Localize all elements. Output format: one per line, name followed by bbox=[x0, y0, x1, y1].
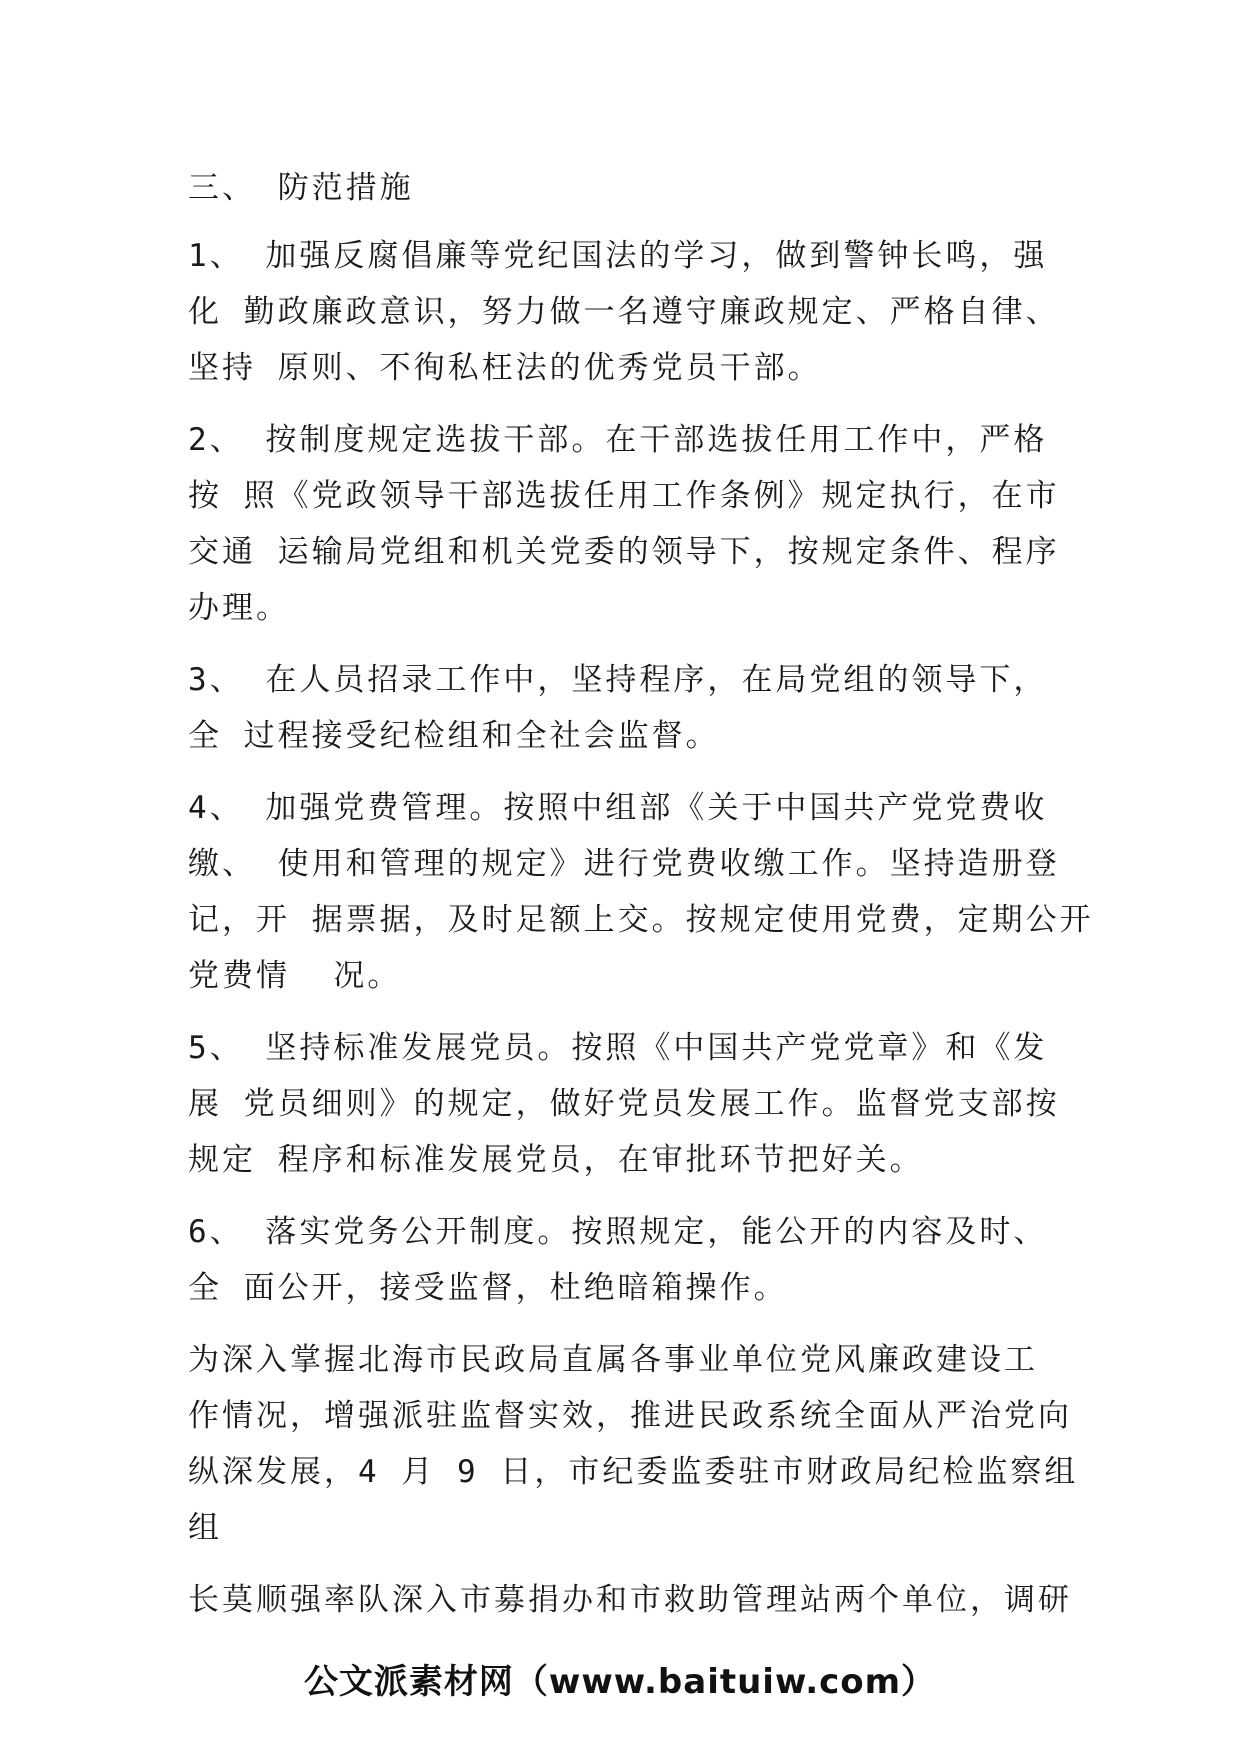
paragraph-line: 长莫顺强率队深入市募捐办和市救助管理站两个单位，调研 bbox=[188, 1582, 1072, 1618]
page-footer: 公文派素材网（www.baituiw.com） bbox=[303, 1662, 937, 1702]
paragraph-line: 为深入掌握北海市民政局直属各事业单位党风廉政建设工 bbox=[188, 1342, 1038, 1378]
section-heading bbox=[188, 160, 1068, 216]
heading-text: 三、 防范措施 bbox=[188, 170, 414, 206]
paragraph-line: 1、 加强反腐倡廉等党纪国法的学习，做到警钟长鸣，强 bbox=[188, 238, 1048, 274]
paragraph-line: 展 党员细则》的规定，做好党员发展工作。监督党支部按 bbox=[188, 1086, 1060, 1122]
paragraph-line: 作情况，增强派驻监督实效，推进民政系统全面从严治党向 bbox=[188, 1398, 1072, 1434]
paragraph-3 bbox=[188, 652, 1068, 764]
paragraph-6 bbox=[188, 1204, 1068, 1316]
paragraph-line: 化 勤政廉政意识，努力做一名遵守廉政规定、严格自律、 bbox=[188, 294, 1060, 330]
paragraph-line: 全 过程接受纪检组和全社会监督。 bbox=[188, 718, 720, 754]
paragraph-line: 规定 程序和标准发展党员，在审批环节把好关。 bbox=[188, 1142, 924, 1178]
paragraph-line: 组 bbox=[188, 1510, 222, 1546]
paragraph-line: 坚持 原则、不徇私枉法的优秀党员干部。 bbox=[188, 350, 822, 386]
paragraph-1 bbox=[188, 228, 1068, 396]
paragraph-line: 3、 在人员招录工作中，坚持程序，在局党组的领导下， bbox=[188, 662, 1048, 698]
paragraph-line: 记，开 据票据，及时足额上交。按规定使用党费，定期公开 bbox=[188, 902, 1094, 938]
document-body bbox=[188, 160, 1094, 1644]
paragraph-8 bbox=[188, 1572, 1072, 1628]
paragraph-2 bbox=[188, 412, 1068, 636]
paragraph-line: 交通 运输局党组和机关党委的领导下，按规定条件、程序 bbox=[188, 534, 1060, 570]
paragraph-line: 党费情 况。 bbox=[188, 958, 402, 994]
paragraph-5 bbox=[188, 1020, 1068, 1188]
paragraph-line: 缴、 使用和管理的规定》进行党费收缴工作。坚持造册登 bbox=[188, 846, 1060, 882]
paragraph-line: 纵深发展，4 月 9 日，市纪委监委驻市财政局纪检监察组 bbox=[188, 1454, 1079, 1490]
paragraph-line: 按 照《党政领导干部选拔任用工作条例》规定执行，在市 bbox=[188, 478, 1060, 514]
paragraph-4 bbox=[188, 780, 1094, 1004]
paragraph-line: 5、 坚持标准发展党员。按照《中国共产党党章》和《发 bbox=[188, 1030, 1048, 1066]
paragraph-7 bbox=[188, 1332, 1079, 1556]
paragraph-line: 办理。 bbox=[188, 590, 290, 626]
paragraph-line: 2、 按制度规定选拔干部。在干部选拔任用工作中，严格 bbox=[188, 422, 1048, 458]
paragraph-line: 6、 落实党务公开制度。按照规定，能公开的内容及时、 bbox=[188, 1214, 1048, 1250]
paragraph-line: 全 面公开，接受监督，杜绝暗箱操作。 bbox=[188, 1270, 788, 1306]
paragraph-line: 4、 加强党费管理。按照中组部《关于中国共产党党费收 bbox=[188, 790, 1048, 826]
